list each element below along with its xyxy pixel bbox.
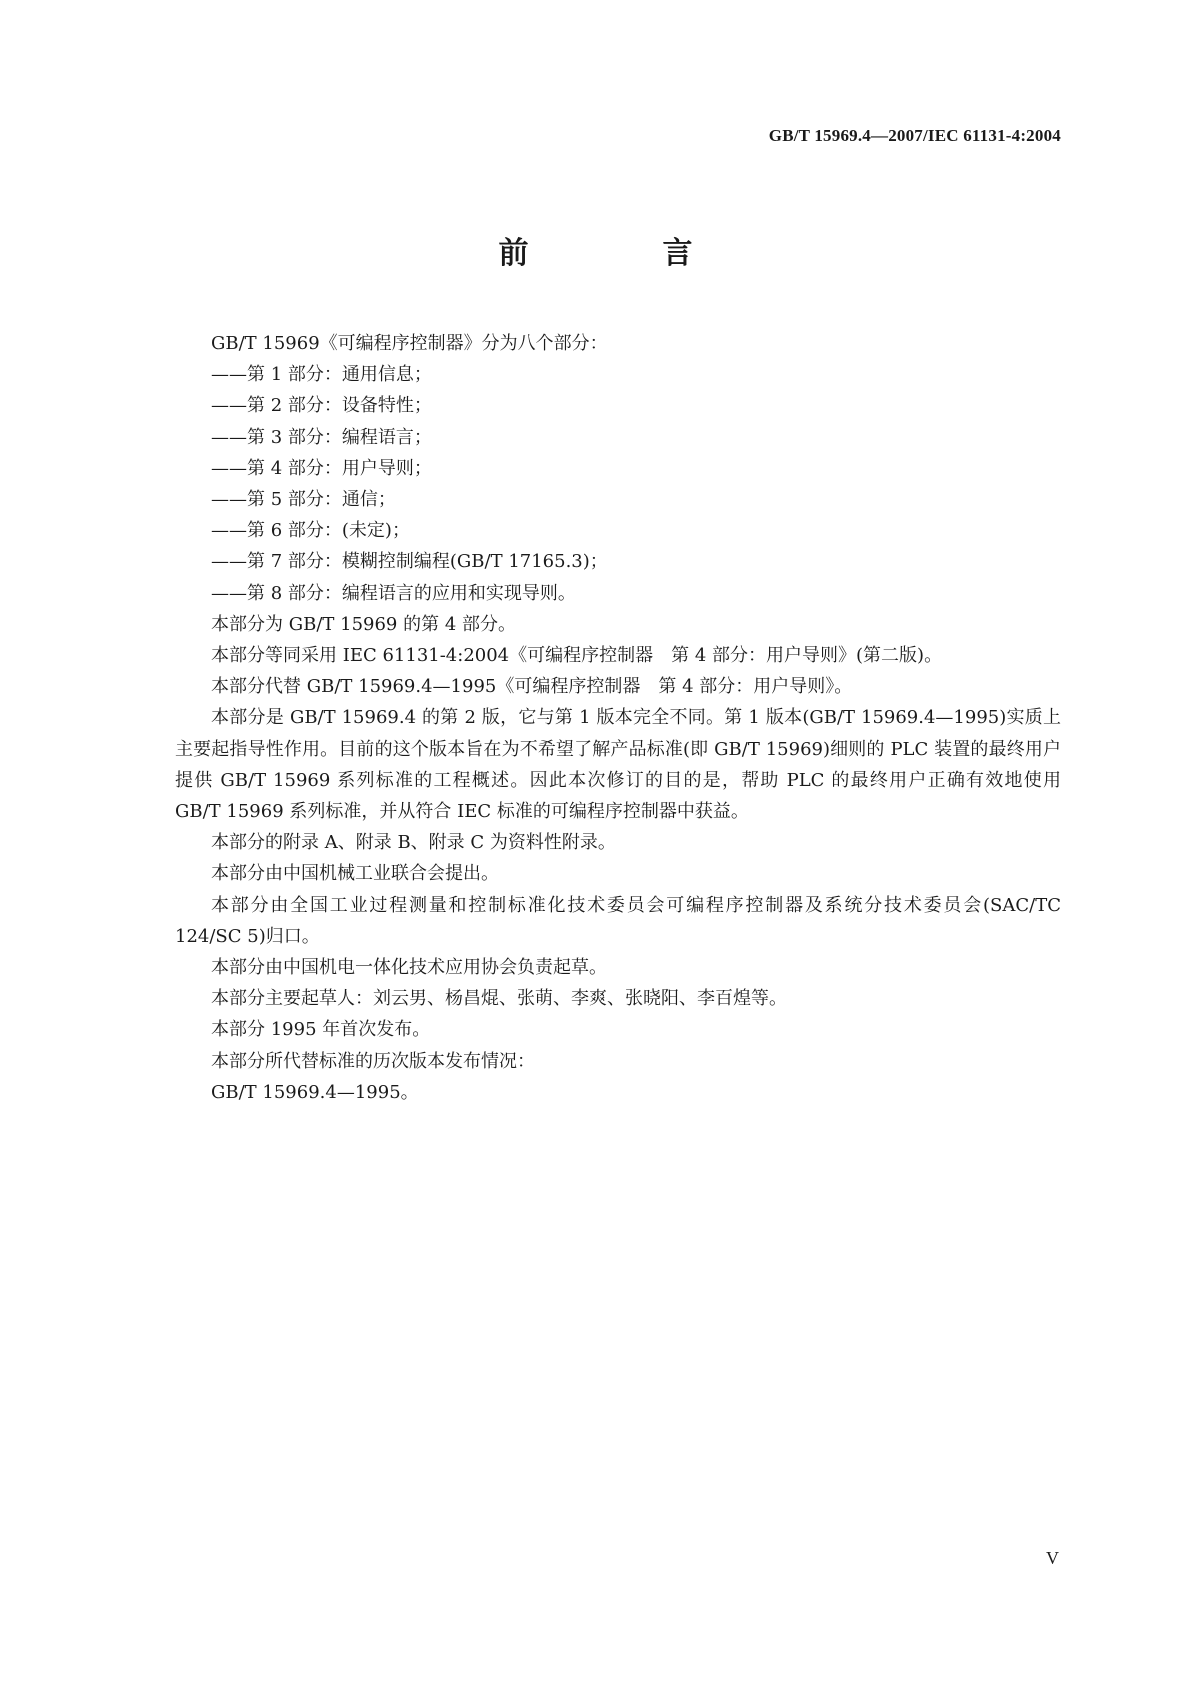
paragraph-proposed-by: 本部分由中国机械工业联合会提出。 xyxy=(211,863,499,885)
paragraph-drafted-by: 本部分由中国机电一体化技术应用协会负责起草。 xyxy=(211,957,607,979)
list-item-part-8: ——第 8 部分：编程语言的应用和实现导则。 xyxy=(211,582,576,604)
paragraph-annexes: 本部分的附录 A、附录 B、附录 C 为资料性附录。 xyxy=(211,832,616,854)
page-number: V xyxy=(1046,1548,1059,1568)
paragraph-replaces: 本部分代替 GB/T 15969.4—1995《可编程序控制器 第 4 部分：用户导则》。 xyxy=(211,676,853,698)
list-item-part-2: ——第 2 部分：设备特性； xyxy=(211,395,432,417)
list-item-part-5: ——第 5 部分：通信； xyxy=(211,489,396,511)
paragraph-intro: GB/T 15969《可编程序控制器》分为八个部分： xyxy=(211,333,608,354)
paragraph-first-issued: 本部分 1995 年首次发布。 xyxy=(211,1019,431,1041)
paragraph-history-intro: 本部分所代替标准的历次版本发布情况： xyxy=(211,1050,535,1072)
paragraph-centralized-by: 本部分由全国工业过程测量和控制标准化技术委员会可编程序控制器及系统分技术委员会(SAC/TC 124/SC 5)归口。 xyxy=(175,894,1061,947)
list-item-part-4: ——第 4 部分：用户导则； xyxy=(211,457,432,479)
list-item-part-1: ——第 1 部分：通用信息； xyxy=(211,364,432,386)
list-item-part-6: ——第 6 部分：(未定)； xyxy=(211,520,410,542)
page-title: 前 言 xyxy=(498,236,745,271)
paragraph-drafters: 本部分主要起草人：刘云男、杨昌焜、张萌、李爽、张晓阳、李百煌等。 xyxy=(211,988,787,1010)
standard-code-header: GB/T 15969.4—2007/IEC 61131-4:2004 xyxy=(768,126,1061,145)
foreword-body xyxy=(175,328,1061,1108)
list-item-part-7: ——第 7 部分：模糊控制编程(GB/T 17165.3)； xyxy=(211,551,608,573)
list-item-part-3: ——第 3 部分：编程语言； xyxy=(211,426,432,448)
paragraph-adoption: 本部分等同采用 IEC 61131-4:2004《可编程序控制器 第 4 部分：用户导则》(第二版)。 xyxy=(211,645,943,667)
paragraph-part-statement: 本部分为 GB/T 15969 的第 4 部分。 xyxy=(211,613,516,635)
paragraph-history-item: GB/T 15969.4—1995。 xyxy=(211,1081,419,1103)
paragraph-edition-overview: 本部分是 GB/T 15969.4 的第 2 版，它与第 1 版本完全不同。第 1 版本(GB/T 15969.4—1995)实质上主要起指导性作用。目前的这个版本旨在为不希望了解产品标准(即 GB/T 15969)细则的 PLC 装置的最终用户提供 GB/T 15969 系列标准的工程概述。因此本次修订的目的是，帮助 PLC 的最终用户正确有效地使用 GB/T 15969 系列标准，并从符合 IEC 标准的可编程序控制器中获益。 xyxy=(175,707,1061,823)
